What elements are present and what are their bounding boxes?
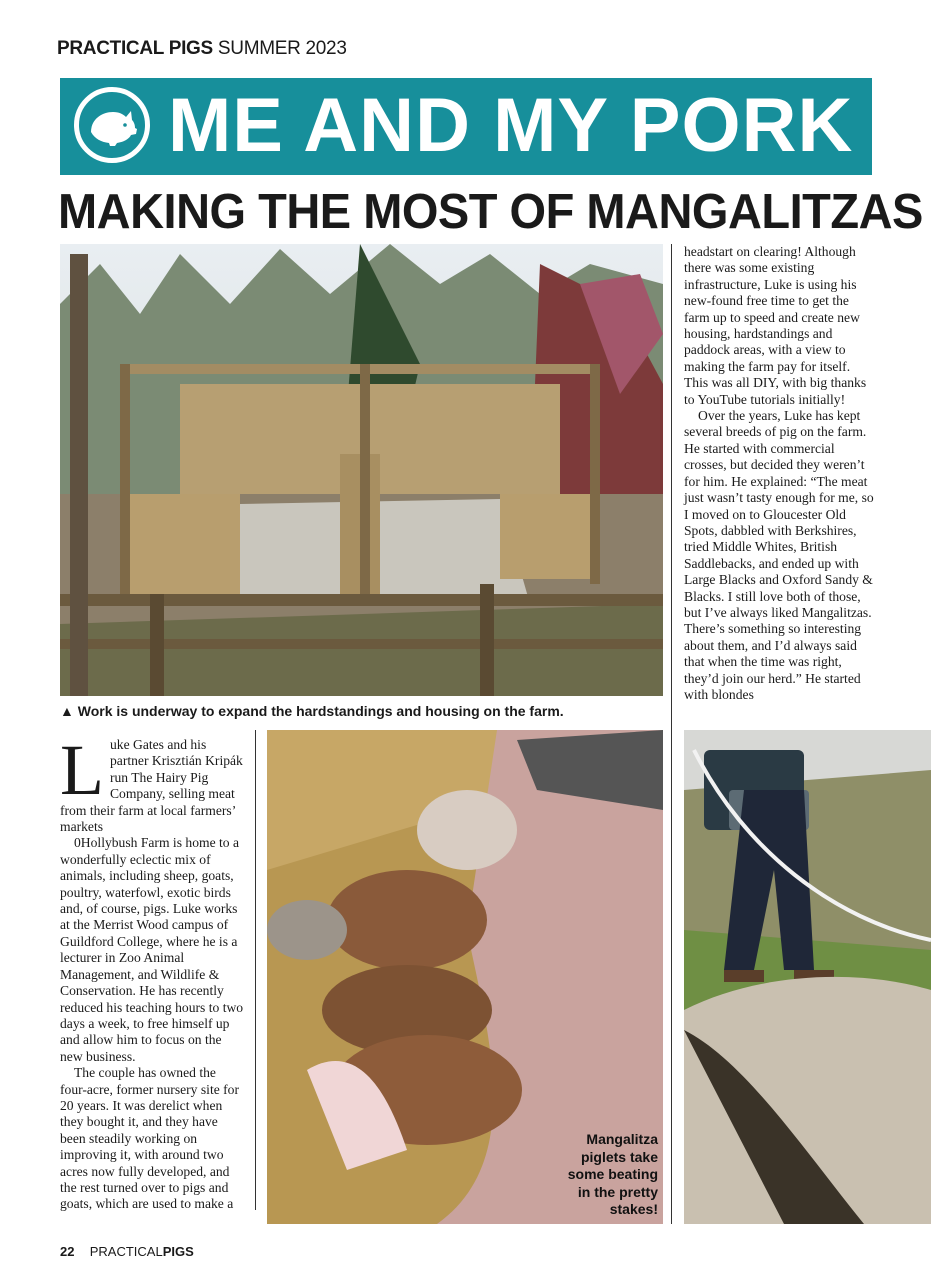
pig-scanning-photo xyxy=(684,730,931,1224)
issue-date: SUMMER 2023 xyxy=(217,38,347,59)
housing-construction-photo xyxy=(60,244,663,696)
left-text-column xyxy=(60,730,245,1213)
article-headline: MAKING THE MOST OF MANGALITZAS xyxy=(58,183,923,239)
magazine-name: PRACTICAL PIGS xyxy=(57,38,213,59)
caption-line: stakes! xyxy=(609,1201,658,1217)
page-footer xyxy=(60,1244,194,1259)
paragraph: Over the years, Luke has kept several breeds of pig on the farm. He started with commercial crosses, but decided they weren’t for him. He explained: “The meat just wasn’t tasty enough for me, so I moved on to Gloucester Old Spots, dabbled with Berkshires, tried Middle Whites, British Saddlebacks, and ended up with Large Blacks and Oxford Sandy & Blacks. I still love both of those, but I’ve always liked Mangalitzas. There’s something so interesting about them, and I’d always said that when the time was right, they’d join our herd.” He started with blondes xyxy=(684,408,874,702)
footer-brand-light: PRACTICAL xyxy=(89,1244,163,1259)
caption-line: in the pretty xyxy=(577,1183,658,1200)
caption-text: Work is underway to expand the hardstandings and housing on the farm. xyxy=(77,703,564,719)
column-divider xyxy=(255,730,256,1210)
paragraph-opening: uke Gates and his partner Krisztián Kripák run The Hairy Pig Company, selling meat from their farm at local farmers’ markets xyxy=(60,737,243,835)
caption-line: piglets take xyxy=(580,1148,658,1165)
piglets-photo-caption xyxy=(520,1131,658,1219)
paragraph: The couple has owned the four-acre, former nursery site for 20 years. It was derelict when they bought it, and they have been steadily working on improving it, with around two acres now fully developed, and the rest turned over to pigs and goats, which are used to make a xyxy=(60,1065,240,1212)
page-number: 22 xyxy=(60,1244,75,1259)
column-divider xyxy=(671,244,672,1224)
running-head xyxy=(57,38,347,60)
pig-logo-icon xyxy=(74,87,150,163)
paragraph: 0Hollybush Farm is home to a wonderfully eclectic mix of animals, including sheep, goats, poultry, waterfowl, exotic birds and, of course, pigs. Luke works at the Merrist Wood campus of Guildford College, where he is a lecturer in Zoo Animal Management, and Wildlife & Conservation. He has recently reduced his teaching hours to two days a week, to free himself up and allow him to focus on the new business. xyxy=(60,835,244,1064)
paragraph: headstart on clearing! Although there was some existing infrastructure, Luke is using his new-found free time to get the farm up to speed and create new housing, hardstandings and paddock areas, with a view to making the farm pay for itself. This was all DIY, with big thanks to YouTube tutorials initially! xyxy=(684,244,867,407)
footer-brand-bold: PIGS xyxy=(162,1244,194,1259)
right-text-column xyxy=(684,244,874,703)
caption-line: some beating xyxy=(567,1166,658,1182)
drop-cap: L xyxy=(60,730,104,810)
caption-line: Mangalitza xyxy=(586,1131,658,1147)
caption-arrow-icon: ▲ xyxy=(60,703,74,719)
housing-photo-caption xyxy=(60,703,663,719)
section-title: ME AND MY PORK xyxy=(168,83,854,168)
